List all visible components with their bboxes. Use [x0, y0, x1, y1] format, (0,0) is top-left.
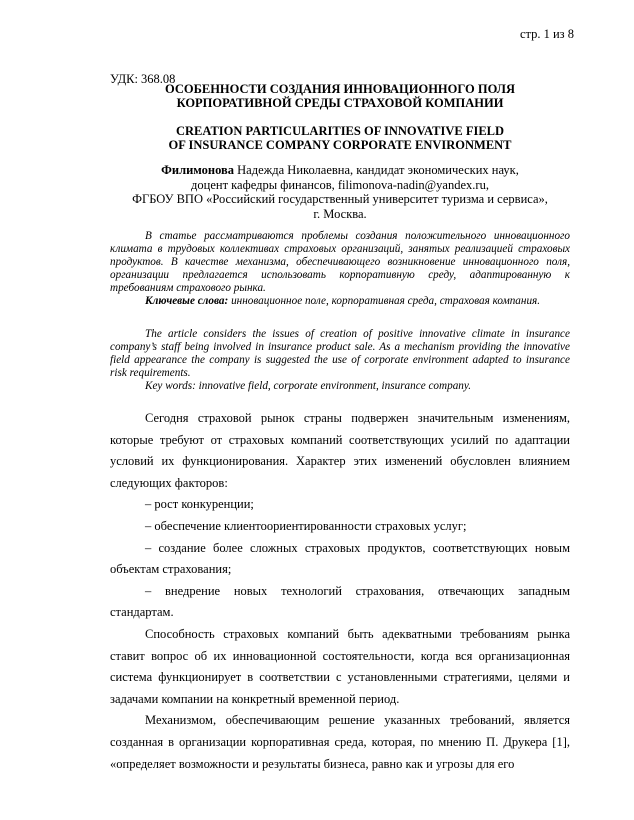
title-en: CREATION PARTICULARITIES OF INNOVATIVE FIELD OF INSURANCE COMPANY CORPORATE ENVIRONMENT [168, 124, 512, 152]
abstract-en [110, 328, 570, 393]
keywords-ru-label: Ключевые слова: [145, 295, 229, 307]
keywords-ru-text: инновационное поле, корпоративная среда, страховая компания. [228, 295, 541, 307]
body-paragraph-2: Способность страховых компаний быть адекватными требованиям рынка ставит вопрос об их инновационной состоятельности, когда вся организационная система функционирует в соответствии с установленными стратегиями, целями и задачами компании на конкретный временной период. [110, 626, 570, 706]
author-city: г. Москва. [313, 206, 367, 221]
list-item: – внедрение новых технологий страхования, отвечающих западным стандартам. [110, 583, 570, 620]
abstract-en-text: The article considers the issues of creation of positive innovative climate in insurance company’s staff being involved in insurance product sale. As a mechanism providing the innovative field appearance the company is suggested the use of corporate environment adapted to insurance risk requirements. [110, 328, 570, 379]
keywords-ru [110, 295, 570, 308]
author-block [110, 163, 570, 221]
udk-code: УДК: 368.08 [110, 72, 176, 86]
list-item: – создание более сложных страховых продуктов, соответствующих новым объектам страхования; [110, 540, 570, 577]
body-paragraph-1: Сегодня страховой рынок страны подвержен значительным изменениям, которые требуют от страховых компаний соответствующих усилий по адаптации условий их функционирования. Характер этих изменений обусловлен влиянием следующих факторов: [110, 411, 570, 490]
author-surname: Филимонова [161, 163, 235, 177]
author-line-2: доцент кафедры финансов, filimonova-nadin@yandex.ru, [191, 177, 489, 192]
list-item: – рост конкуренции; [145, 497, 254, 512]
article-body [110, 408, 570, 775]
list-item: – обеспечение клиентоориентированности страховых услуг; [145, 518, 467, 533]
author-line-1 [110, 163, 570, 178]
abstract-ru [110, 230, 570, 308]
abstract-ru-text: В статье рассматриваются проблемы создания положительного инновационного климата в трудовых коллективах страховых организаций, занятых реализацией страховых продуктов. В качестве механизма, обеспечивающего возникновение инновационного поля, организации предлагается использовать корпоративную среду, адаптированную к требованиям страхового рынка. [110, 230, 570, 294]
author-name-degree: Надежда Николаевна, кандидат экономических наук, [234, 163, 519, 177]
page-number: стр. 1 из 8 [519, 27, 574, 41]
title-ru: ОСОБЕННОСТИ СОЗДАНИЯ ИННОВАЦИОННОГО ПОЛЯ КОРПОРАТИВНОЙ СРЕДЫ СТРАХОВОЙ КОМПАНИИ [164, 82, 516, 110]
body-paragraph-3: Механизмом, обеспечивающим решение указанных требований, является созданная в организации корпоративная среда, которая, по мнению П. Друкера [1], «определяет возможности и результаты бизнеса, равно как и угрозы для его [110, 713, 570, 771]
title-block-ru [110, 82, 570, 110]
keywords-en: Key words: innovative field, corporate environment, insurance company. [145, 380, 472, 392]
author-affiliation: ФГБОУ ВПО «Российский государственный университет туризма и сервиса», [132, 192, 548, 206]
